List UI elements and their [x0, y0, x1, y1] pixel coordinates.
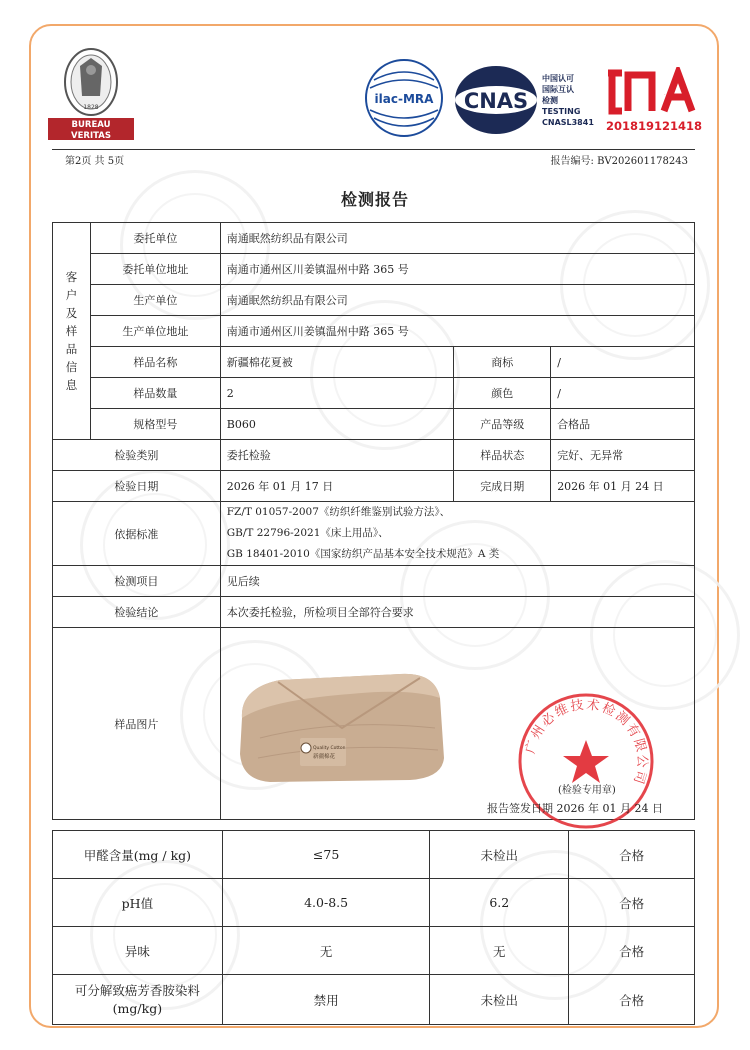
- result-requirement: 无: [222, 927, 430, 975]
- completion-date-value: 2026 年 01 月 24 日: [551, 471, 695, 502]
- model-value: B060: [220, 409, 454, 440]
- color-value: /: [551, 378, 695, 409]
- grade-value: 合格品: [551, 409, 695, 440]
- result-value: 6.2: [430, 879, 569, 927]
- page-number: 第2页 共 5页: [65, 156, 125, 167]
- inspection-type-label: 检验类别: [53, 440, 221, 471]
- sample-name-value: 新疆棉花夏被: [220, 347, 454, 378]
- inspection-date-value: 2026 年 01 月 17 日: [220, 471, 454, 502]
- header-divider: [52, 149, 695, 150]
- inspection-date-label: 检验日期: [53, 471, 221, 502]
- conclusion-value: 本次委托检验，所检项目全部符合要求: [220, 597, 694, 628]
- svg-text:MA: MA: [664, 95, 666, 96]
- quilt-product-image: [230, 658, 460, 788]
- svg-text:新疆棉花: 新疆棉花: [313, 754, 336, 760]
- result-requirement: 4.0-8.5: [222, 879, 430, 927]
- client-address-label: 委托单位地址: [90, 254, 220, 285]
- conclusion-label: 检验结论: [53, 597, 221, 628]
- standard-item: FZ/T 01057-2007《纺织纤维鉴别试验方法》、: [226, 506, 451, 518]
- issue-date: 报告签发日期 2026 年 01 月 24 日: [487, 802, 663, 815]
- result-requirement: 禁用: [222, 975, 430, 1025]
- result-requirement: ≤75: [222, 831, 430, 879]
- result-item: pH值: [53, 879, 223, 927]
- cma-number: 201819121418: [606, 119, 703, 133]
- sample-state-value: 完好、无异常: [551, 440, 695, 471]
- result-item: 可分解致癌芳香胺染料 (mg/kg): [53, 975, 223, 1025]
- svg-text:BUREAU: BUREAU: [71, 120, 111, 130]
- sample-state-label: 样品状态: [454, 440, 551, 471]
- quantity-label: 样品数量: [90, 378, 220, 409]
- standard-item: GB/T 22796-2021《床上用品》、: [226, 527, 389, 539]
- standard-label: 依据标准: [53, 502, 221, 566]
- result-item: 异味: [53, 927, 223, 975]
- report-title: 检测报告: [340, 190, 409, 209]
- test-items-label: 检测项目: [53, 566, 221, 597]
- table-row: [53, 975, 695, 1025]
- standard-item: GB 18401-2010《国家纺织产品基本安全技术规范》A 类: [226, 548, 500, 560]
- model-label: 规格型号: [90, 409, 220, 440]
- result-value: 未检出: [430, 975, 569, 1025]
- result-verdict: 合格: [569, 879, 695, 927]
- table-row: [53, 831, 695, 879]
- table-row: [53, 879, 695, 927]
- test-items-value: 见后续: [220, 566, 694, 597]
- svg-text:CNAS: CNAS: [463, 89, 529, 113]
- cnas-accreditation-text: 中国认可 国际互认 检测 TESTING CNASL3841: [542, 74, 594, 127]
- producer-value: 南通眠然纺织品有限公司: [220, 285, 694, 316]
- client-unit-value: 南通眠然纺织品有限公司: [220, 223, 694, 254]
- standard-list: [220, 502, 694, 566]
- table-row: [53, 927, 695, 975]
- svg-text:ilac-MRA: ilac-MRA: [374, 92, 434, 106]
- sample-picture-label: 样品图片: [53, 628, 221, 820]
- quantity-value: 2: [220, 378, 454, 409]
- inspection-type-value: 委托检验: [220, 440, 454, 471]
- completion-date-label: 完成日期: [454, 471, 551, 502]
- svg-text:1828: 1828: [83, 104, 99, 111]
- cnas-logo: [453, 64, 539, 136]
- bureau-veritas-logo: [48, 46, 134, 142]
- ilac-mra-logo: [364, 58, 444, 138]
- producer-address-value: 南通市通州区川姜镇温州中路 365 号: [220, 316, 694, 347]
- stamp-label: (检验专用章): [558, 785, 616, 796]
- side-label: 客户及样品信息: [53, 223, 91, 440]
- result-verdict: 合格: [569, 831, 695, 879]
- client-address-value: 南通市通州区川姜镇温州中路 365 号: [220, 254, 694, 285]
- result-verdict: 合格: [569, 927, 695, 975]
- svg-text:VERITAS: VERITAS: [71, 131, 111, 141]
- result-verdict: 合格: [569, 975, 695, 1025]
- brand-value: /: [551, 347, 695, 378]
- result-value: 未检出: [430, 831, 569, 879]
- brand-label: 商标: [454, 347, 551, 378]
- client-unit-label: 委托单位: [90, 223, 220, 254]
- report-number: 报告编号: BV202601178243: [550, 156, 688, 167]
- color-label: 颜色: [454, 378, 551, 409]
- producer-address-label: 生产单位地址: [90, 316, 220, 347]
- sample-name-label: 样品名称: [90, 347, 220, 378]
- grade-label: 产品等级: [454, 409, 551, 440]
- producer-label: 生产单位: [90, 285, 220, 316]
- result-value: 无: [430, 927, 569, 975]
- results-table: [52, 830, 695, 1025]
- svg-text:Quality Cotton: Quality Cotton: [313, 746, 346, 751]
- result-item: 甲醛含量(mg / kg): [53, 831, 223, 879]
- svg-text:广州必维技术检测有限公司: 广州必维技术检测有限公司: [523, 697, 650, 788]
